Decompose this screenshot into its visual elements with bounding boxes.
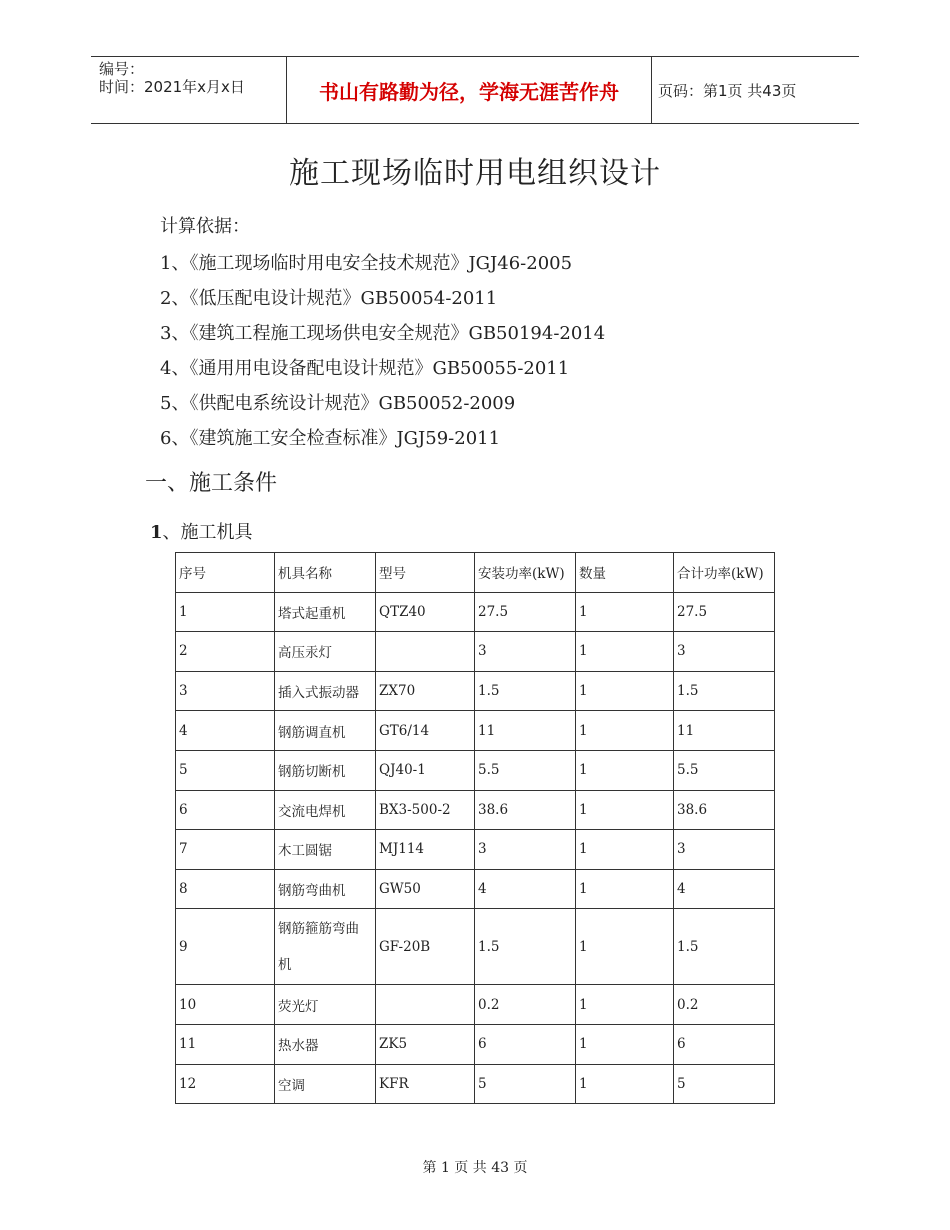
column-header: 序号 (176, 553, 275, 593)
table-cell: MJ114 (376, 830, 475, 870)
equipment-table (175, 552, 775, 1104)
table-cell: 27.5 (674, 592, 775, 632)
table-cell: QTZ40 (376, 592, 475, 632)
table-cell: 1 (576, 985, 674, 1025)
table-cell: 11 (475, 711, 576, 751)
table-cell: 4 (176, 711, 275, 751)
header-motto: 书山有路勤为径，学海无涯苦作舟 (286, 57, 652, 123)
table-cell: 空调 (275, 1064, 376, 1104)
header-meta (91, 57, 286, 123)
table-header-row (176, 553, 775, 593)
table-cell: 钢筋调直机 (275, 711, 376, 751)
table-row (176, 830, 775, 870)
table-cell: ZX70 (376, 671, 475, 711)
table-cell: 塔式起重机 (275, 592, 376, 632)
table-cell: 木工圆锯 (275, 830, 376, 870)
basis-list (160, 246, 605, 456)
table-cell: 1 (576, 671, 674, 711)
basis-item: 3、《建筑工程施工现场供电安全规范》GB50194-2014 (160, 323, 606, 344)
table-row (176, 790, 775, 830)
table-cell: 1 (576, 909, 674, 985)
table-cell: 38.6 (475, 790, 576, 830)
table-cell: 3 (674, 830, 775, 870)
table-cell: GF-20B (376, 909, 475, 985)
table-cell: 5 (674, 1064, 775, 1104)
basis-heading: 计算依据： (160, 216, 250, 237)
table-cell: 5 (176, 750, 275, 790)
subsection-heading (150, 518, 253, 544)
basis-item: 4、《通用用电设备配电设计规范》GB50055-2011 (160, 358, 570, 379)
table-cell: 7 (176, 830, 275, 870)
table-cell: 10 (176, 985, 275, 1025)
table-row (176, 869, 775, 909)
table-cell: 0.2 (475, 985, 576, 1025)
header-page-info: 页码：第1页 共43页 (658, 81, 797, 100)
table-row (176, 632, 775, 672)
table-cell: 2 (176, 632, 275, 672)
table-cell: 1 (176, 592, 275, 632)
table-cell: 1 (576, 1024, 674, 1064)
table-cell: 1.5 (674, 909, 775, 985)
table-row (176, 750, 775, 790)
table-cell: KFR (376, 1064, 475, 1104)
column-header: 安装功率(kW) (475, 553, 576, 593)
table-cell: 11 (674, 711, 775, 751)
column-header: 机具名称 (275, 553, 376, 593)
table-cell: 钢筋切断机 (275, 750, 376, 790)
table-cell: 1 (576, 869, 674, 909)
page-header (91, 56, 859, 124)
table-cell: 6 (674, 1024, 775, 1064)
column-header: 型号 (376, 553, 475, 593)
basis-item: 2、《低压配电设计规范》GB50054-2011 (160, 288, 498, 309)
basis-item: 5、《供配电系统设计规范》GB50052-2009 (160, 393, 516, 414)
table-cell: ZK5 (376, 1024, 475, 1064)
table-row (176, 1064, 775, 1104)
table-cell: GT6/14 (376, 711, 475, 751)
column-header: 合计功率(kW) (674, 553, 775, 593)
table-row (176, 985, 775, 1025)
column-header: 数量 (576, 553, 674, 593)
table-cell (376, 985, 475, 1025)
table-cell: 钢筋弯曲机 (275, 869, 376, 909)
table-cell: 热水器 (275, 1024, 376, 1064)
table-cell: 1 (576, 750, 674, 790)
table-cell: 荧光灯 (275, 985, 376, 1025)
table-cell: 8 (176, 869, 275, 909)
table-cell (376, 632, 475, 672)
table-cell: 1.5 (674, 671, 775, 711)
document-time: 时间：2021年x月x日 (99, 78, 245, 96)
document-number-label: 编号： (99, 60, 145, 78)
table-cell: QJ40-1 (376, 750, 475, 790)
table-row (176, 1024, 775, 1064)
table-cell: GW50 (376, 869, 475, 909)
subsection-text: 、施工机具 (162, 522, 253, 543)
table-cell: 4 (475, 869, 576, 909)
table-cell: 6 (475, 1024, 576, 1064)
table-cell: 5.5 (475, 750, 576, 790)
table-cell: 1 (576, 790, 674, 830)
table-cell: 高压汞灯 (275, 632, 376, 672)
table-row (176, 592, 775, 632)
table-cell: 38.6 (674, 790, 775, 830)
table-cell: 5 (475, 1064, 576, 1104)
table-row (176, 711, 775, 751)
table-cell: 插入式振动器 (275, 671, 376, 711)
table-cell: 3 (674, 632, 775, 672)
table-cell: 1 (576, 1064, 674, 1104)
table-cell: 0.2 (674, 985, 775, 1025)
page-footer: 第 1 页 共 43 页 (422, 1160, 528, 1176)
table-cell: 6 (176, 790, 275, 830)
table-cell: 27.5 (475, 592, 576, 632)
table-cell: 1 (576, 711, 674, 751)
table-cell: 4 (674, 869, 775, 909)
table-cell: 钢筋箍筋弯曲机 (275, 909, 376, 985)
table-cell: 12 (176, 1064, 275, 1104)
table-cell: 11 (176, 1024, 275, 1064)
table-row (176, 909, 775, 985)
table-cell: 5.5 (674, 750, 775, 790)
document-title: 施工现场临时用电组织设计 (289, 156, 661, 191)
table-cell: BX3-500-2 (376, 790, 475, 830)
basis-item: 1、《施工现场临时用电安全技术规范》JGJ46-2005 (160, 253, 573, 274)
table-cell: 1.5 (475, 671, 576, 711)
table-cell: 3 (475, 830, 576, 870)
table-cell: 9 (176, 909, 275, 985)
table-cell: 1 (576, 592, 674, 632)
table-row (176, 671, 775, 711)
basis-item: 6、《建筑施工安全检查标准》JGJ59-2011 (160, 428, 501, 449)
table-cell: 3 (176, 671, 275, 711)
section-heading: 一、施工条件 (145, 471, 278, 496)
table-cell: 1.5 (475, 909, 576, 985)
subsection-number: 1 (150, 522, 163, 543)
table-cell: 1 (576, 830, 674, 870)
table-cell: 交流电焊机 (275, 790, 376, 830)
table-cell: 1 (576, 632, 674, 672)
table-cell: 3 (475, 632, 576, 672)
